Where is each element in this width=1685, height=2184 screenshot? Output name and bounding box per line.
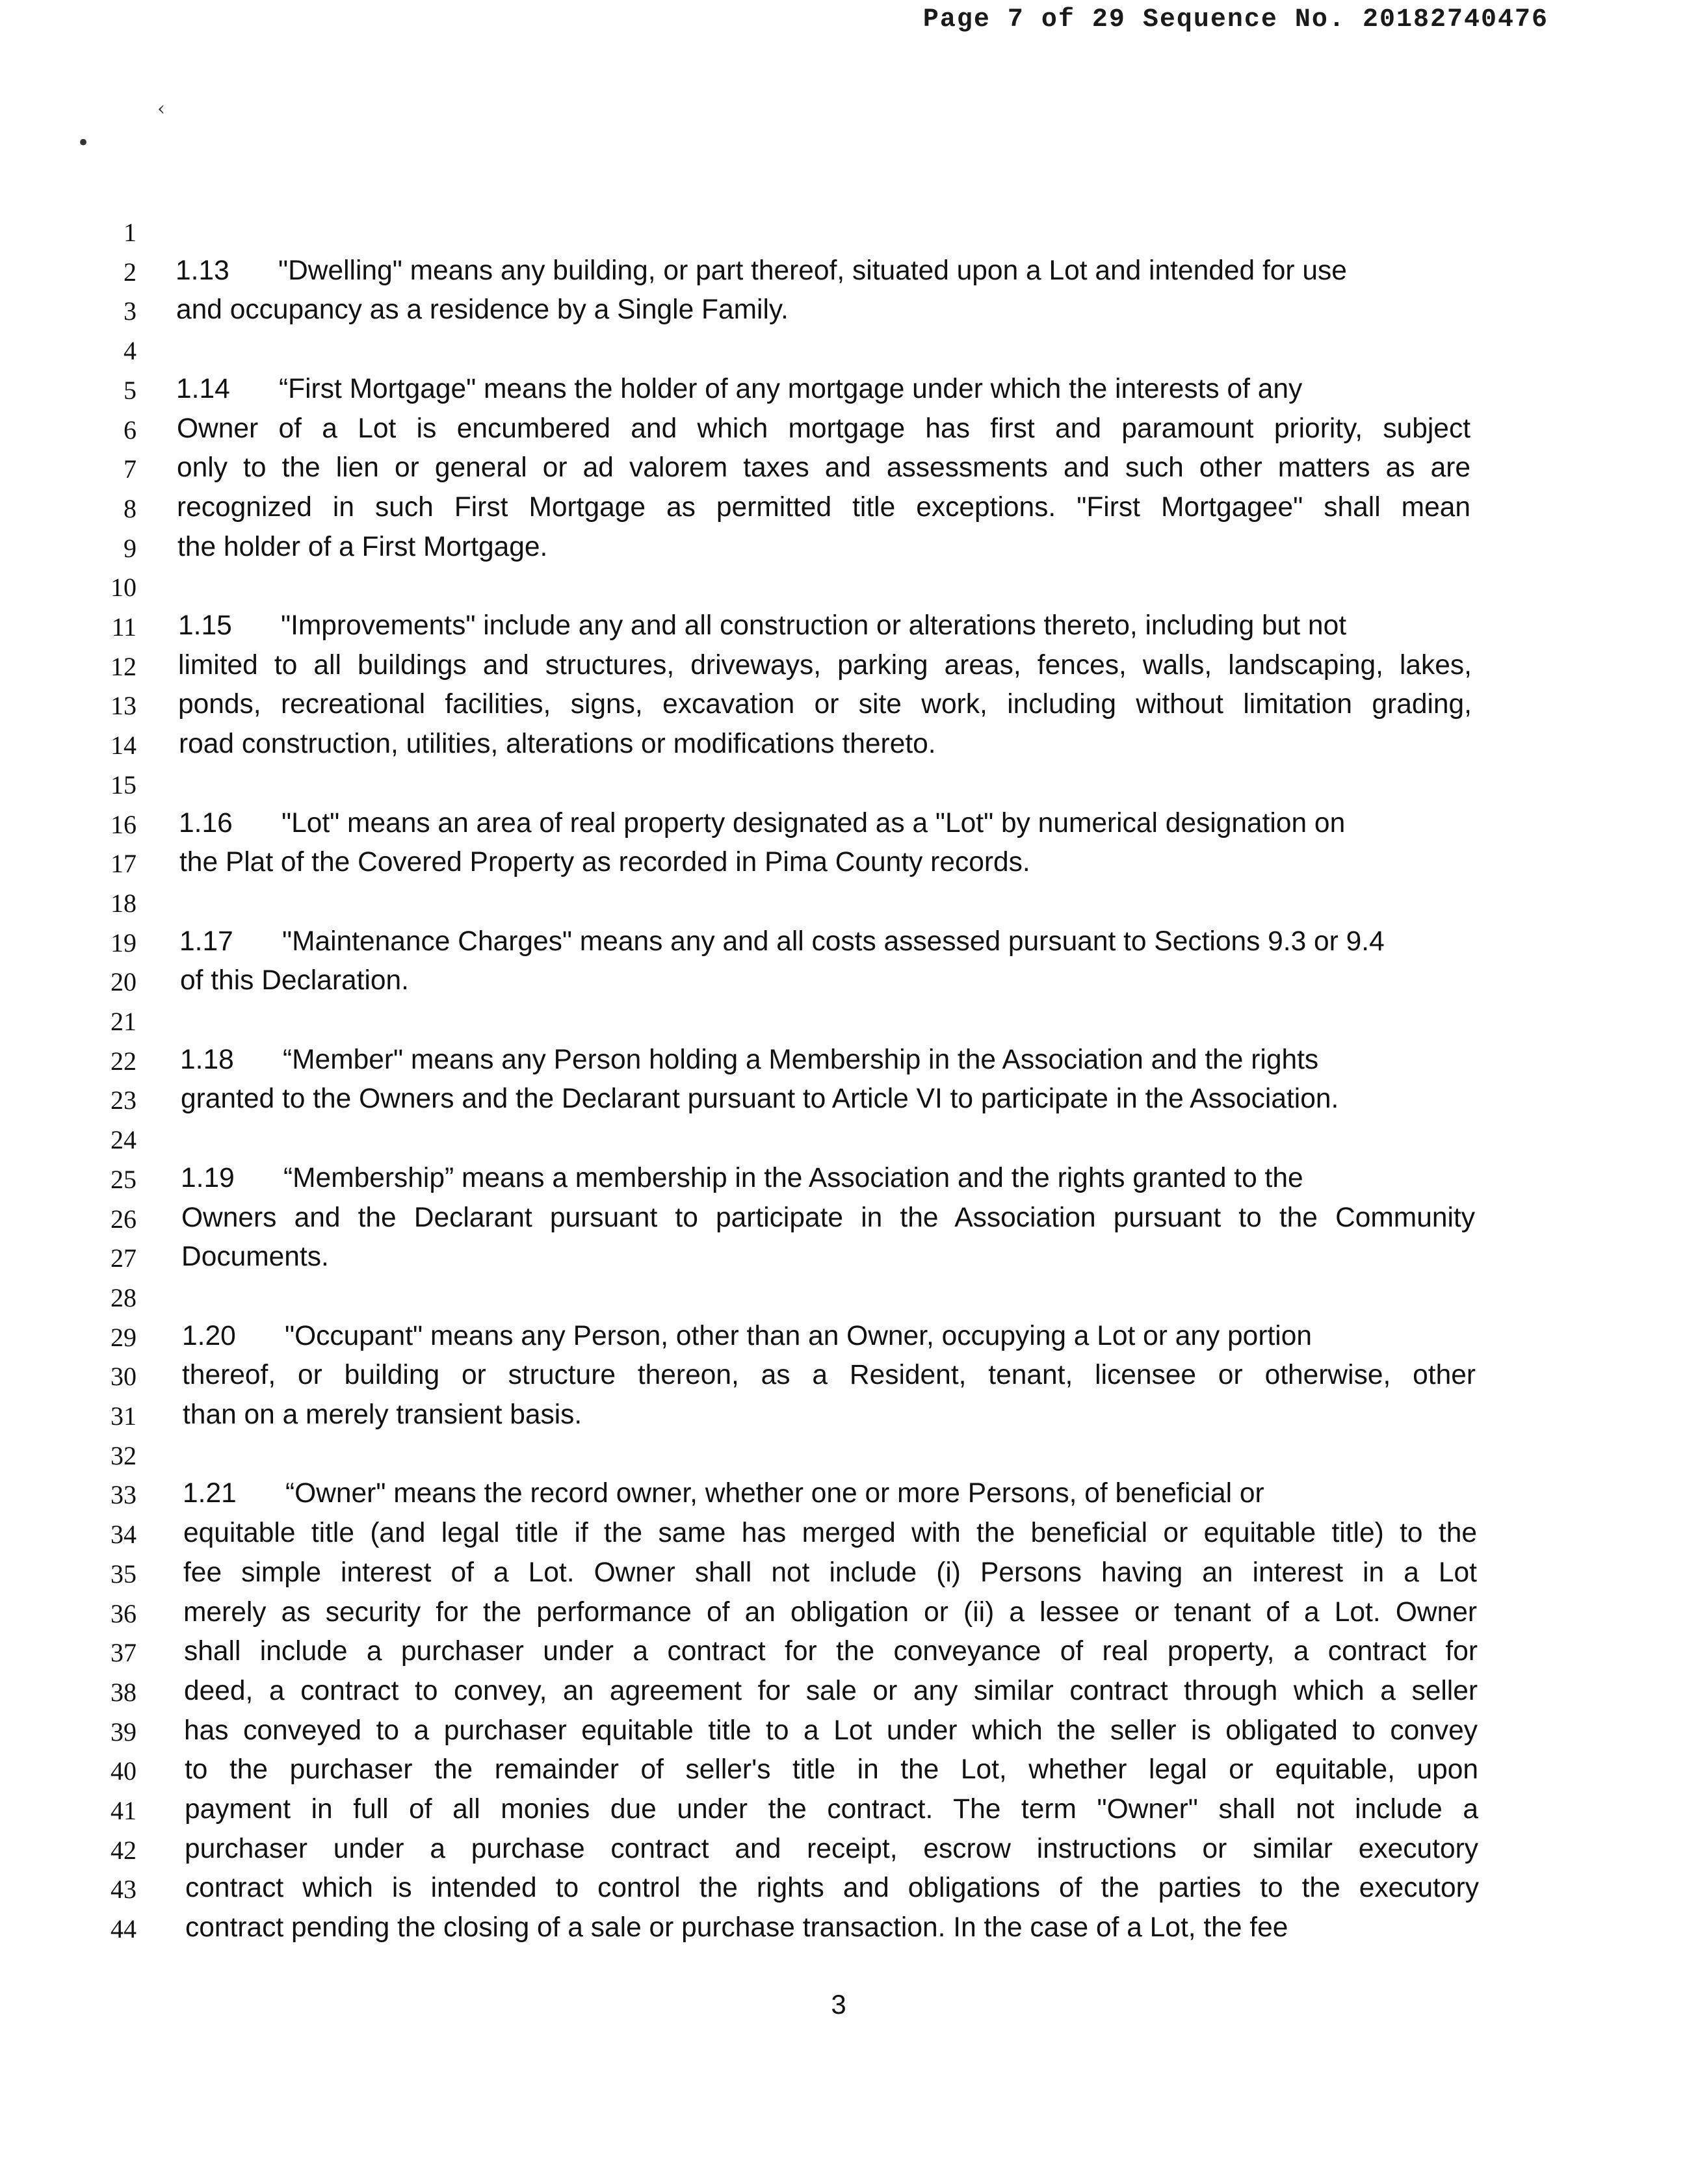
line-number: 19 [111, 928, 137, 957]
text-line [180, 1043, 1474, 1077]
text-line: only to the lien or general or ad valorem taxes and assessments and such other matters as are [177, 452, 1470, 484]
text-line: road construction, utilities, alterations or modifications thereto. [179, 729, 936, 760]
line-number: 8 [124, 493, 137, 523]
text-line [182, 1320, 1476, 1353]
section-number: 1.19 [181, 1162, 235, 1193]
line-number: 27 [111, 1243, 137, 1273]
section-text: “Membership” means a membership in the Association and the rights granted to the [283, 1162, 1303, 1193]
section-number: 1.21 [183, 1478, 237, 1509]
page-number: 3 [831, 1989, 846, 2020]
line-number: 2 [124, 257, 137, 287]
line-number: 20 [111, 967, 137, 997]
line-number: 43 [111, 1875, 137, 1904]
text-line: merely as security for the performance of an obligation or (ii) a lessee or tenant of a Lot. Owner [183, 1596, 1477, 1628]
text-line: Owner of a Lot is encumbered and which mortgage has first and paramount priority, subject [177, 413, 1470, 444]
section-text: “First Mortgage" means the holder of any mortgage under which the interests of any [279, 373, 1303, 404]
line-number: 22 [111, 1046, 137, 1076]
line-number: 24 [111, 1125, 137, 1155]
line-number: 44 [111, 1914, 137, 1944]
section-text: “Owner" means the record owner, whether one or more Persons, of beneficial or [285, 1478, 1264, 1509]
line-number: 32 [111, 1440, 137, 1470]
text-line: contract which is intended to control the rights and obligations of the parties to the executory [185, 1873, 1479, 1904]
line-number: 11 [111, 612, 137, 642]
line-number: 41 [111, 1796, 137, 1825]
section-number: 1.15 [178, 610, 232, 641]
section-number: 1.14 [176, 373, 230, 404]
line-number: 21 [111, 1007, 137, 1036]
text-line: the holder of a First Mortgage. [177, 531, 548, 562]
line-number: 40 [111, 1756, 137, 1786]
text-line [179, 807, 1472, 840]
line-number: 39 [111, 1717, 137, 1747]
text-line [179, 925, 1473, 959]
text-line: Owners and the Declarant pursuant to participate in the Association pursuant to the Community [181, 1202, 1475, 1233]
text-line: and occupancy as a residence by a Single Family. [176, 294, 789, 326]
line-number: 30 [111, 1362, 137, 1392]
text-line: of this Declaration. [180, 965, 409, 996]
text-line: contract pending the closing of a sale or purchase transaction. In the case of a Lot, the fee [185, 1912, 1288, 1944]
page-header: Page 7 of 29 Sequence No. 20182740476 [922, 5, 1548, 34]
text-line: purchaser under a purchase contract and receipt, escrow instructions or similar executory [185, 1833, 1478, 1864]
section-text: "Occupant" means any Person, other than an Owner, occupying a Lot or any portion [285, 1320, 1312, 1351]
line-number: 23 [111, 1086, 137, 1115]
section-text: "Improvements" include any and all construction or alterations thereto, including but not [281, 610, 1347, 641]
section-text: "Dwelling" means any building, or part thereof, situated upon a Lot and intended for use [278, 255, 1347, 286]
line-number: 37 [111, 1638, 137, 1668]
text-line: than on a merely transient basis. [183, 1399, 582, 1430]
line-number: 3 [124, 296, 137, 326]
text-line: the Plat of the Covered Property as recorded in Pima County records. [179, 847, 1030, 878]
line-number: 17 [111, 849, 137, 879]
section-text: "Maintenance Charges" means any and all costs assessed pursuant to Sections 9.3 or 9.4 [282, 926, 1385, 957]
text-line [178, 609, 1472, 643]
line-number: 28 [111, 1282, 137, 1312]
text-line: deed, a contract to convey, an agreement for sale or any similar contract through which a seller [184, 1675, 1478, 1706]
line-number: 14 [111, 731, 137, 760]
text-line: equitable title (and legal title if the same has merged with the beneficial or equitable title) to the [183, 1518, 1477, 1549]
line-number: 13 [111, 691, 137, 721]
text-line: granted to the Owners and the Declarant pursuant to Article VI to participate in the Association. [181, 1084, 1339, 1115]
text-line: thereof, or building or structure thereon, as a Resident, tenant, licensee or otherwise, other [182, 1360, 1476, 1391]
line-number: 36 [111, 1598, 137, 1628]
line-number: 6 [124, 415, 137, 445]
text-line: ponds, recreational facilities, signs, excavation or site work, including without limitation grading, [178, 689, 1472, 720]
text-line: payment in full of all monies due under the contract. The term "Owner" shall not include a [185, 1794, 1478, 1825]
line-number: 31 [111, 1401, 137, 1431]
section-number: 1.20 [182, 1320, 236, 1351]
text-line [176, 254, 1469, 288]
line-number: 9 [124, 533, 137, 563]
text-line: has conveyed to a purchaser equitable title to a Lot under which the seller is obligated to convey [184, 1715, 1478, 1746]
text-line: limited to all buildings and structures, driveways, parking areas, fences, walls, landscaping, lakes, [178, 649, 1472, 681]
line-number: 12 [111, 651, 137, 681]
section-text: "Lot" means an area of real property designated as a "Lot" by numerical designation on [281, 807, 1346, 838]
line-number: 10 [111, 573, 137, 603]
line-number: 33 [111, 1480, 137, 1510]
line-number: 42 [111, 1835, 137, 1865]
text-line [176, 372, 1470, 406]
line-number: 25 [111, 1164, 137, 1194]
line-number: 35 [111, 1559, 137, 1589]
section-number: 1.13 [176, 255, 229, 286]
line-number: 18 [111, 888, 137, 918]
line-number: 29 [111, 1322, 137, 1352]
line-number: 38 [111, 1677, 137, 1707]
section-number: 1.17 [179, 926, 233, 957]
text-line: recognized in such First Mortgage as permitted title exceptions. "First Mortgagee" shall mean [177, 491, 1470, 523]
text-line [183, 1477, 1476, 1511]
text-line: fee simple interest of a Lot. Owner shall not include (i) Persons having an interest in a Lot [183, 1557, 1477, 1588]
scan-mark: ‹ [157, 98, 165, 120]
line-number: 15 [111, 770, 137, 800]
section-number: 1.16 [179, 807, 233, 838]
text-line: Documents. [181, 1242, 329, 1273]
section-text: “Member" means any Person holding a Membership in the Association and the rights [283, 1044, 1319, 1075]
text-line [181, 1162, 1474, 1195]
line-number: 16 [111, 809, 137, 839]
line-number: 34 [111, 1520, 137, 1550]
line-number: 26 [111, 1204, 137, 1234]
section-number: 1.18 [180, 1044, 234, 1075]
line-number: 4 [124, 336, 137, 366]
line-number: 7 [124, 454, 137, 484]
line-number: 5 [124, 375, 137, 405]
scan-mark: • [77, 130, 90, 156]
text-line: to the purchaser the remainder of seller's title in the Lot, whether legal or equitable, upon [185, 1754, 1478, 1786]
text-line: shall include a purchaser under a contract for the conveyance of real property, a contract for [184, 1636, 1478, 1667]
line-number: 1 [124, 218, 137, 247]
